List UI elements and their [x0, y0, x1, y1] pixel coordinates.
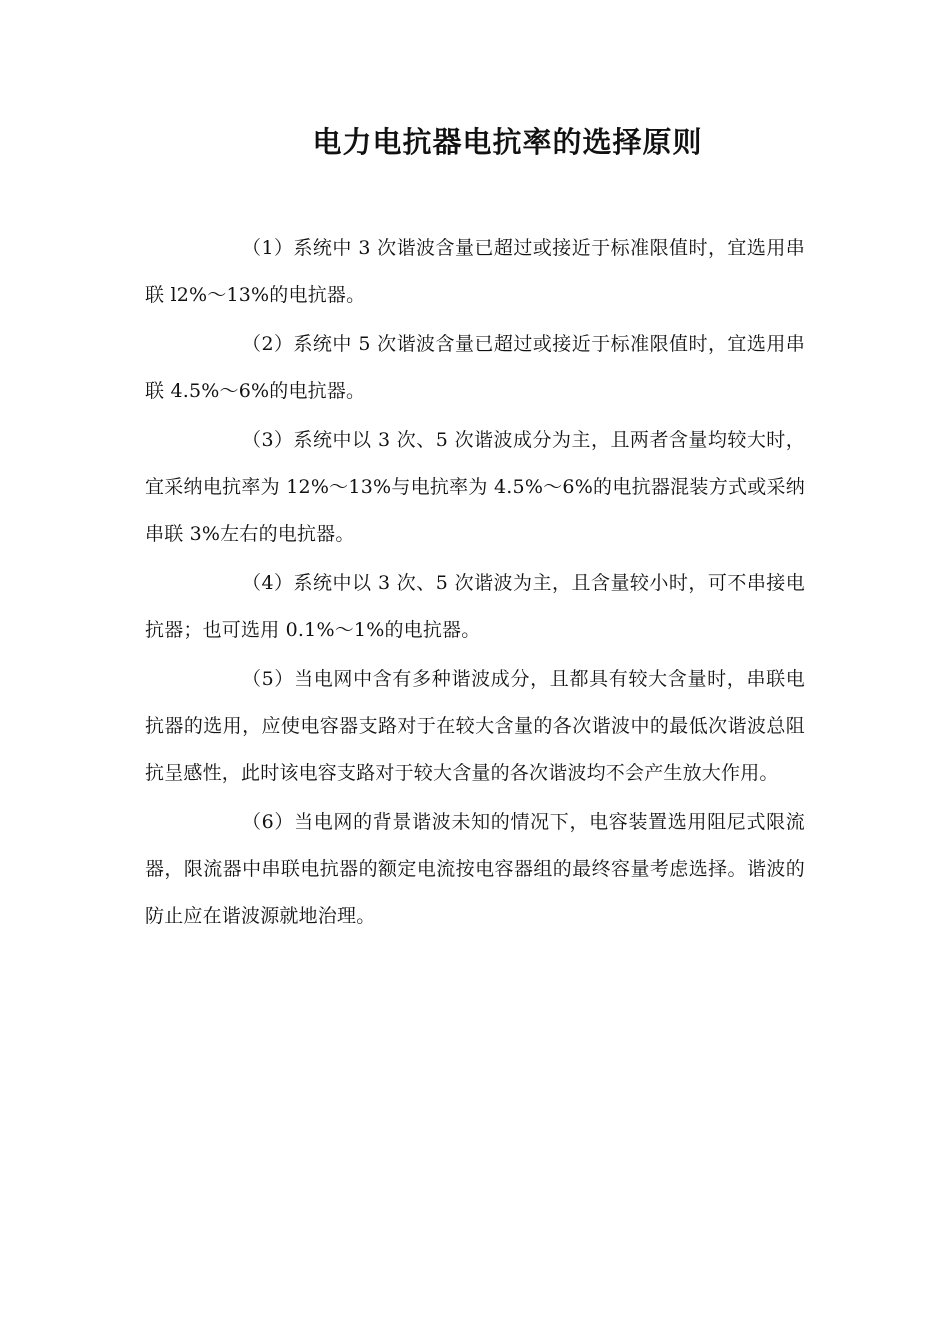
- paragraph-2: （2）系统中 5 次谐波含量已超过或接近于标准限值时，宜选用串联 4.5%～6%的电抗器。: [145, 333, 805, 402]
- paragraph-4: （4）系统中以 3 次、5 次谐波为主，且含量较小时，可不串接电抗器；也可选用 0.1%～1%的电抗器。: [145, 572, 805, 641]
- paragraph-5: （5）当电网中含有多种谐波成分，且都具有较大含量时，串联电抗器的选用，应使电容器支路对于在较大含量的各次谐波中的最低次谐波总阻抗呈感性，此时该电容支路对于较大含量的各次谐波均不会产生放大作用。: [145, 668, 805, 784]
- document-body: [145, 225, 805, 942]
- paragraph-3: （3）系统中以 3 次、5 次谐波成分为主，且两者含量均较大时，宜采纳电抗率为 12%～13%与电抗率为 4.5%～6%的电抗器混装方式或采纳串联 3%左右的电抗器。: [145, 429, 805, 545]
- document-title: 电力电抗器电抗率的选择原则: [312, 125, 703, 159]
- paragraph-6: （6）当电网的背景谐波未知的情况下，电容装置选用阻尼式限流器，限流器中串联电抗器的额定电流按电容器组的最终容量考虑选择。谐波的防止应在谐波源就地治理。: [145, 811, 805, 927]
- paragraph-1: （1）系统中 3 次谐波含量已超过或接近于标准限值时，宜选用串联 l2%～13%的电抗器。: [145, 237, 805, 306]
